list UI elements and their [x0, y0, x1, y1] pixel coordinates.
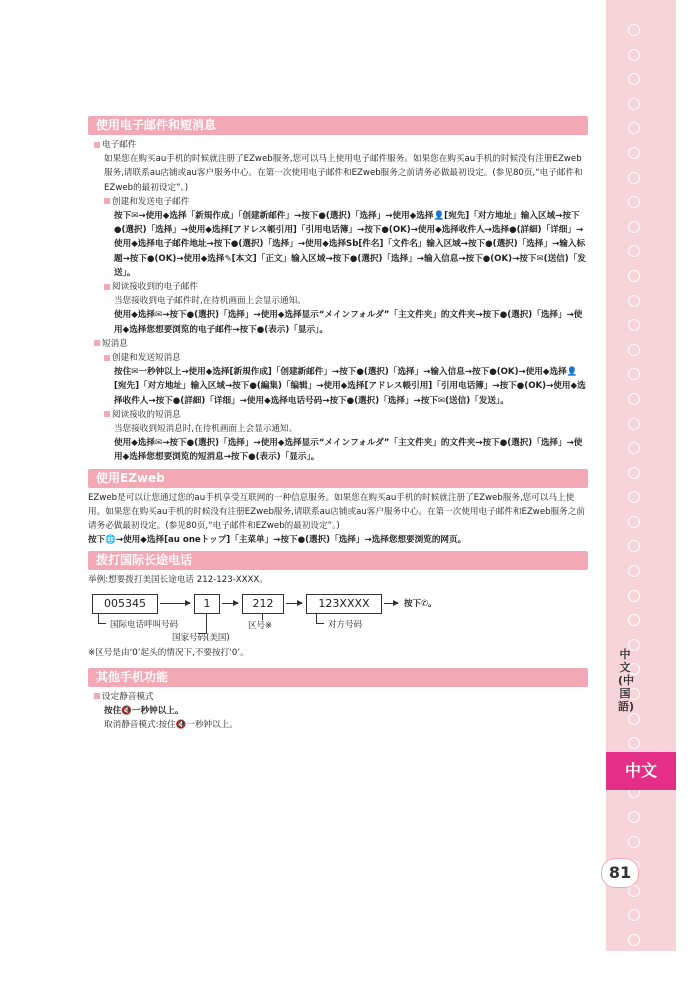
- label-country: 国家号码(美国): [172, 632, 230, 643]
- sms-heading: 短消息: [88, 337, 588, 351]
- email-create-heading: 创建和发送电子邮件: [88, 195, 588, 209]
- dial-sequence-diagram: [88, 594, 588, 644]
- binder-ring-icon: [628, 73, 640, 85]
- section-title-other: 其他手机功能: [88, 668, 588, 687]
- binder-ring-icon: [628, 491, 640, 503]
- bullet-square-icon: [104, 355, 110, 361]
- arrow-icon: [384, 603, 398, 604]
- binder-ring-icon: [628, 516, 640, 528]
- main-content: [88, 112, 588, 733]
- section-title-intl: 拨打国际长途电话: [88, 551, 588, 570]
- binder-ring-icon: [628, 98, 640, 110]
- bullet-square-icon: [104, 198, 110, 204]
- binder-ring-icon: [628, 393, 640, 405]
- ezweb-steps: 按下🌐→使用◆选择[au oneトップ]「主菜单」→按下●(選択)「选择」→选择您想要浏览的网页。: [88, 535, 467, 546]
- binder-ring-icon: [628, 147, 640, 159]
- sms-read-note: 当您接收到短消息时,在待机画面上会显示通知。: [114, 424, 298, 435]
- binder-ring-icon: [628, 909, 640, 921]
- ezweb-body: EZweb是可以让您通过您的au手机享受互联网的一种信息服务。如果您在购买au手机的时候就注册了EZweb服务,您可以马上使用。如果您在购买au手机的时候没有注册EZweb服务,请联系au店铺或au客户服务中心。在第一次使用电子邮件和EZweb服务之前请务必做最初设定。(参见80页,“电子邮件和EZweb的最初设定”。): [88, 492, 585, 532]
- callout-line: [316, 623, 324, 624]
- binder-ring-icon: [628, 934, 640, 946]
- binder-rings: [628, 24, 644, 983]
- intl-footnote: ※区号是由‘0’起头的情况下,不要按打‘0’。: [88, 647, 249, 658]
- email-read-note: 当您接收到电子邮件时,在待机画面上会显示通知。: [114, 296, 306, 307]
- page-number: 81: [601, 858, 639, 888]
- bullet-square-icon: [94, 340, 100, 346]
- bullet-square-icon: [104, 411, 110, 417]
- binder-ring-icon: [628, 172, 640, 184]
- binder-ring-icon: [628, 836, 640, 848]
- binder-ring-icon: [628, 590, 640, 602]
- sms-read-heading: 阅读接收的短消息: [88, 408, 588, 422]
- email-read-heading: 阅读接收到的电子邮件: [88, 280, 588, 294]
- silent-on: 按住🔇一秒钟以上。: [104, 706, 184, 717]
- binder-ring-icon: [628, 614, 640, 626]
- binder-ring-icon: [628, 245, 640, 257]
- sms-create-steps: 按住✉一秒钟以上→使用◆选择[新規作成]「创建新邮件」→按下●(選択)「选择」→输入信息→按下●(OK)→使用◆选择👤[宛先]「对方地址」输入区域→按下●(編集)「编辑」→使用◆选择[アドレス帳引用]「引用电话簿」→按下●(OK)→使用◆选择收件人→按下●(詳細)「详细」→使用◆选择电话号码→按下●(選択)「选择」→按下✉(送信)「发送」。: [114, 367, 586, 406]
- binder-ring-icon: [628, 368, 640, 380]
- bullet-square-icon: [94, 142, 100, 148]
- label-party: 对方号码: [328, 619, 363, 630]
- binder-ring-icon: [628, 196, 640, 208]
- label-intl-prefix: 国际电话呼叫号码: [110, 619, 179, 630]
- binder-ring-icon: [628, 565, 640, 577]
- sms-read-steps: 使用◆选择✉→按下●(選択)「选择」→使用◆选择显示“メインフォルダ”「主文件夹」的文件夹→按下●(選択)「选择」→使用◆选择您想要浏览的短消息→按下●(表示)「显示」。: [114, 438, 583, 463]
- bullet-square-icon: [104, 284, 110, 290]
- binder-ring-icon: [628, 270, 640, 282]
- dial-box-area: 212: [242, 594, 284, 614]
- binder-ring-icon: [628, 49, 640, 61]
- dial-box-party: 123XXXX: [306, 594, 382, 614]
- silent-off: 取消静音模式:按住🔇一秒钟以上。: [104, 720, 238, 731]
- binder-ring-icon: [628, 540, 640, 552]
- callout-line: [98, 623, 106, 624]
- arrow-icon: [286, 603, 302, 604]
- binder-ring-icon: [628, 344, 640, 356]
- bullet-square-icon: [94, 693, 100, 699]
- binder-ring-icon: [628, 319, 640, 331]
- dial-box-country: 1: [194, 594, 220, 614]
- binder-ring-icon: [628, 295, 640, 307]
- email-heading: 电子邮件: [88, 138, 588, 152]
- binder-ring-icon: [628, 418, 640, 430]
- binder-ring-icon: [628, 442, 640, 454]
- dial-box-intl-prefix: 005345: [92, 594, 158, 614]
- section-title-email: 使用电子邮件和短消息: [88, 116, 588, 135]
- language-tab-label: 中文: [624, 761, 657, 780]
- section-title-ezweb: 使用EZweb: [88, 469, 588, 488]
- vertical-language-label: 中文(中国語): [618, 648, 635, 713]
- binder-ring-icon: [628, 713, 640, 725]
- email-read-steps: 使用◆选择✉→按下●(選択)「选择」→使用◆选择显示“メインフォルダ”「主文件夹」的文件夹→按下●(選択)「选择」→使用◆选择您想要浏览的电子邮件→按下●(表示)「显示」。: [114, 310, 583, 335]
- intl-example: 举例:想要拨打美国长途电话 212-123-XXXX。: [88, 575, 268, 586]
- email-intro: 如果您在购买au手机的时候就注册了EZweb服务,您可以马上使用电子邮件服务。如果您在购买au手机的时候没有注册EZweb服务,请联系au店铺或au客户服务中心。在第一次使用电子邮件和EZweb服务之前请务必做最初设定。(参见80页,“电子邮件和EZweb的最初设定”。): [104, 154, 583, 193]
- arrow-icon: [222, 603, 238, 604]
- sms-create-heading: 创建和发送短消息: [88, 351, 588, 365]
- binder-ring-icon: [628, 221, 640, 233]
- email-create-steps: 按下✉→使用◆选择「新規作成」「创建新邮件」→按下●(選択)「选择」→使用◆选择👤[宛先]「对方地址」输入区域→按下●(選択)「选择」→使用◆选择[アドレス帳引用]「引用电话簿」→按下●(OK)→使用◆选择收件人→选择●(詳細)「详细」→使用◆选择电子邮件地址→按下●(選択)「选择」→使用◆选择Sb[件名]「文件名」输入区域→按下●(選択)「选择」→输入标题→按下●(OK)→使用◆选择✎[本文]「正文」输入区域→按下●(選択)「选择」→输入信息→按下●(OK)→按下✉(送信)「发送」。: [114, 211, 586, 278]
- binder-ring-icon: [628, 811, 640, 823]
- language-tab[interactable]: [606, 752, 676, 790]
- arrow-icon: [160, 603, 190, 604]
- silent-heading: 设定静音模式: [88, 690, 588, 704]
- binder-ring-icon: [628, 24, 640, 36]
- label-area: 区号※: [248, 620, 273, 631]
- binder-ring-icon: [628, 737, 640, 749]
- binder-ring-icon: [628, 959, 640, 971]
- binder-ring-icon: [628, 122, 640, 134]
- binder-ring-icon: [628, 467, 640, 479]
- press-send-label: 按下✆。: [404, 598, 437, 609]
